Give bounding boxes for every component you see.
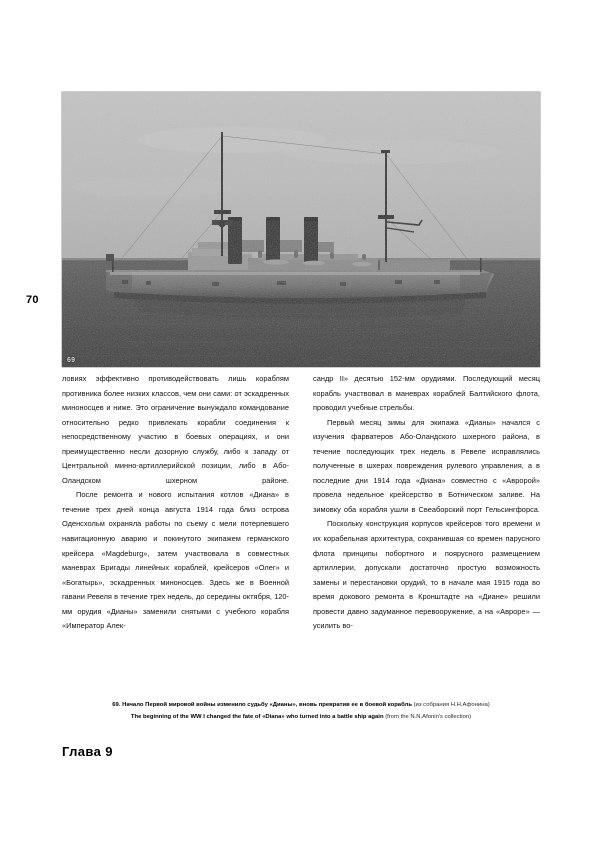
caption-number: 69. [112, 702, 121, 708]
paragraph: ловиях эффективно противодействовать лишь кораблям противника более низких классов, чем они сами: от эскадренных миноносцев и ниже. Это ограничение вынуждало командование относительно редко привлекать корабли соединения к непосредственному участию в боевых операциях, и они преимущественно несли дозорную службу, либо к западу от Центральной минно-артиллерийской позиции, либо в Або-Оландском шхерном районе. [62, 374, 289, 485]
caption-russian-text: Начало Первой мировой войны изменило судьбу «Дианы», вновь превратив ее в боевой корабль [122, 702, 412, 708]
paragraph: сандр II» десятью 152-мм орудиями. Последующий месяц корабль участвовал в маневрах кораблей Балтийского флота, проводил учебные стрельбы. [313, 374, 540, 413]
caption-english-text: The beginning of the WW I changed the fate of «Diana» who turned into a battle ship again [130, 713, 384, 720]
caption-english-source: (from the N.N.Afonin's collection) [385, 713, 472, 720]
paragraph: Поскольку конструкция корпусов крейсеров того времени и их корабельная архитектура, сохранившая со времен парусного флота принципы побортного и поярусного размещением артиллерии, допускали достаточно простую возможность замены и перестановки орудий, то в начале мая 1915 года во время докового ремонта в Кронштадте на «Диане» решили провести давно задуманное перевооружение, а на «Авроре» — усилить во- [313, 519, 540, 631]
left-column [62, 372, 289, 634]
caption-russian [62, 700, 540, 712]
right-column [313, 372, 540, 634]
cruiser-diana-photograph [62, 92, 540, 367]
paragraph: После ремонта и нового испытания котлов «Диана» в течение трех дней конца августа 1914 года близ острова Оденсхольм охраняла работы по съему с мели потерпевшего навигационную аварию и покинутого экипажем германского крейсера «Magdeburg», затем участвовала в совместных маневрах Бригады линейных кораблей, крейсеров «Олег» и «Богатырь», эскадренных миноносцев. Здесь же в Военной гавани Ревеля в течение трех недель, до середины октября, 120-мм орудия «Дианы» заменили снятыми с учебного корабля «Император Алек- [62, 490, 289, 631]
photo-illustration [62, 92, 540, 367]
page-number: 70 [26, 294, 39, 306]
caption-english [62, 712, 540, 724]
photo-number-label: 69 [67, 357, 76, 364]
figure-caption [62, 700, 540, 723]
chapter-heading: Глава 9 [62, 744, 113, 759]
caption-russian-source: (из собрания Н.Н.Афонина) [413, 702, 490, 708]
paragraph: Первый месяц зимы для экипажа «Дианы» начался с изучения фарватеров Або-Оландского шхерного района, в течение последующих трех недель в Ревеле исправлялись полученные в шхерах повреждения рулевого управления, а в последние дни 1914 года «Диана» совместно с «Авророй» провела недельное крейсерство в Ботническом заливе. На зимовку оба корабля ушли в Свеаборский порт Гельсингфорса. [313, 417, 540, 514]
body-columns [62, 372, 540, 634]
